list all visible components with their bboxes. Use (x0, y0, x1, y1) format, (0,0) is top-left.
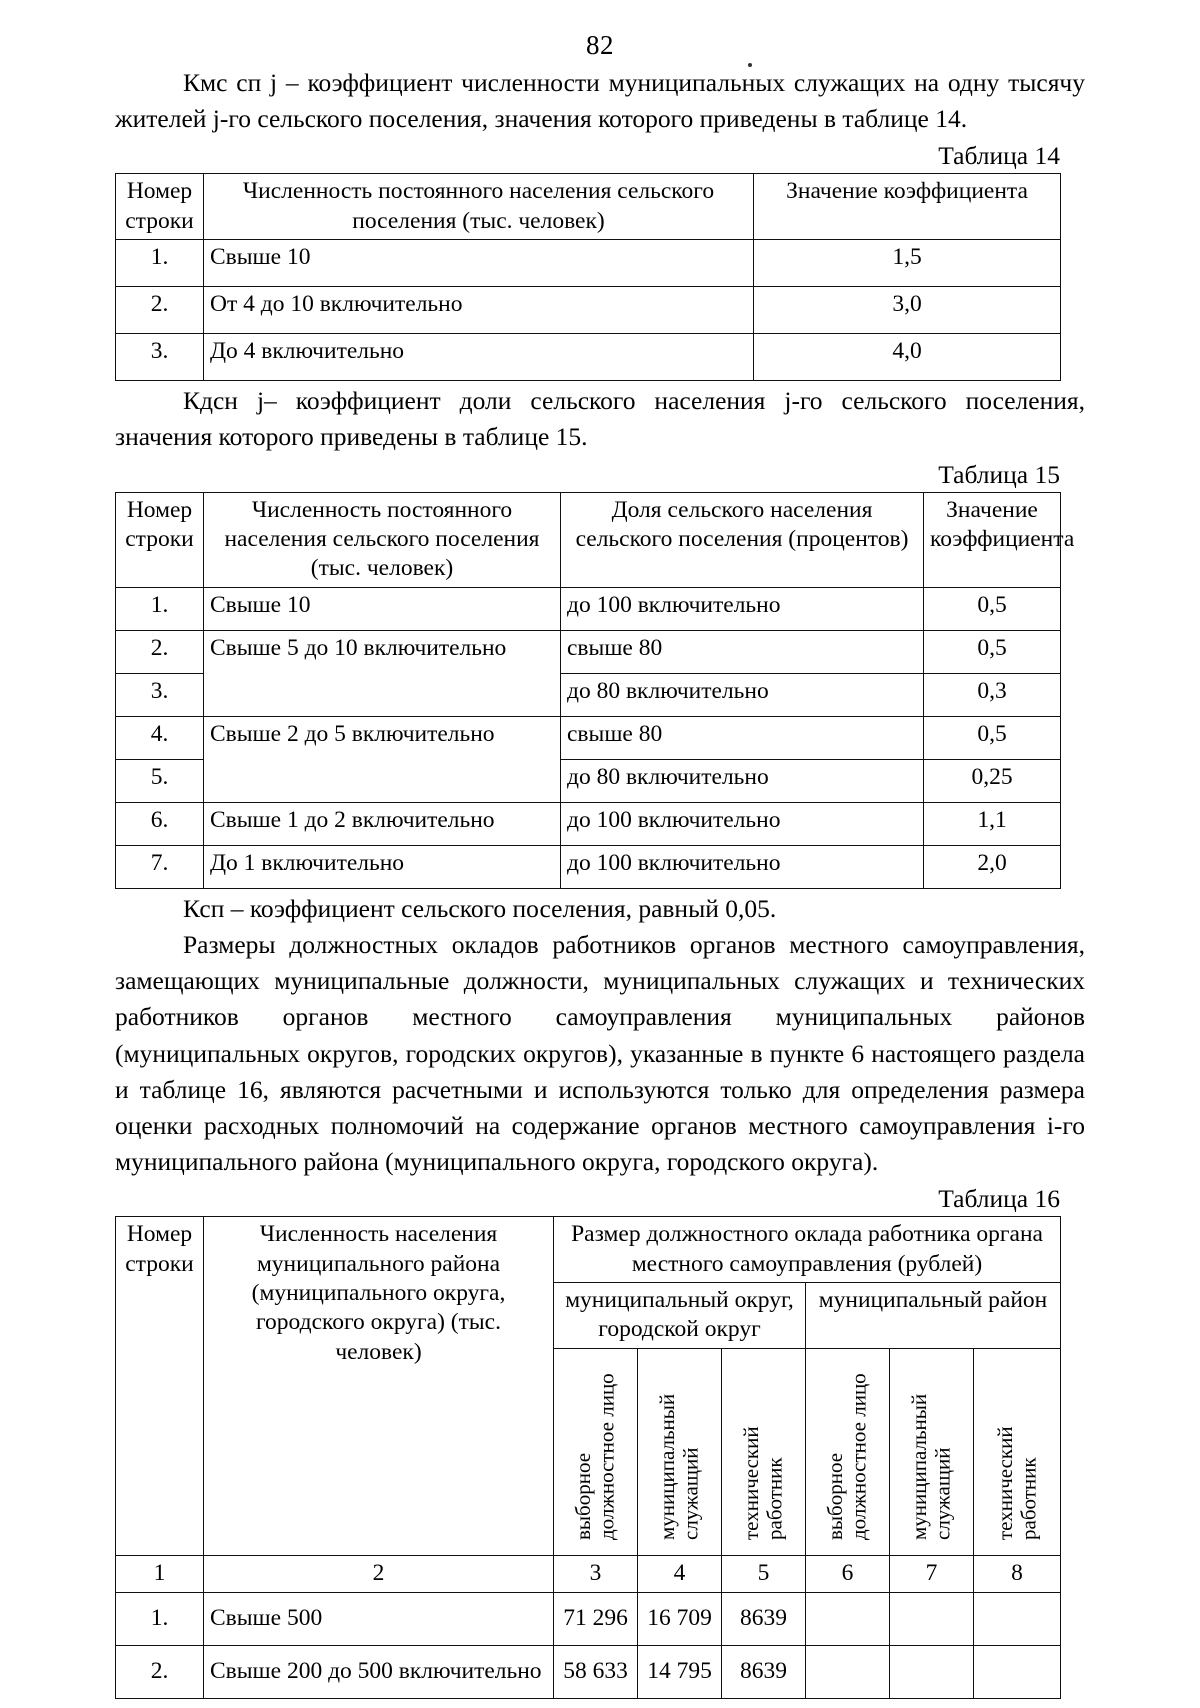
table15-row5-no: 5. (116, 759, 204, 802)
table15-header-population: Численность постоянного населения сельского поселения (тыс. человек) (204, 492, 561, 587)
table15-row6-population: Свыше 1 до 2 включительно (204, 802, 561, 845)
table14-row2-value: 3,0 (754, 287, 1061, 334)
table16-row1-c7 (890, 1592, 974, 1645)
table-16 (115, 1216, 1061, 1699)
table-row (116, 716, 1061, 759)
table15-row1-no: 1. (116, 587, 204, 630)
table15-row4-value: 0,5 (924, 716, 1061, 759)
table15-row4-no: 4. (116, 716, 204, 759)
table16-row1-c4: 16 709 (638, 1592, 722, 1645)
table16-colnum-2: 2 (204, 1555, 554, 1592)
table-row (116, 587, 1061, 630)
table15-row7-no: 7. (116, 845, 204, 888)
table16-row1-population: Свыше 500 (204, 1592, 554, 1645)
table16-header-salary-group: Размер должностного оклада работника органа местного самоуправления (рублей) (554, 1217, 1061, 1283)
salary-text: Размеры должностных окладов работников органов местного самоуправления, замещающих муниципальные должности, муниципальных служащих и технических работников органов местного самоуправления муниципальных районов (муниципальных округов, городских округов), указанные в пункте 6 настоящего раздела и таблице 16, являются расчетными и используются только для определения размера оценки расходных полномочий на содержание органов местного самоуправления i-го муниципального района (муниципального округа, городского округа). (115, 929, 1085, 1177)
table16-header-okrug-servant (638, 1348, 722, 1555)
table16-header-rayon-technical-label: технический работник (992, 1426, 1041, 1540)
table16-header-rayon-servant (890, 1348, 974, 1555)
table15-caption: Таблица 15 (938, 459, 1060, 489)
page-number: 82 (586, 30, 614, 60)
table15-row7-share: до 100 включительно (561, 845, 924, 888)
table-15 (115, 492, 1075, 889)
table15-row4-population: Свыше 2 до 5 включительно (204, 716, 561, 802)
table16-row1-c3: 71 296 (554, 1592, 638, 1645)
table14-row3-no: 3. (116, 334, 204, 381)
table-row (116, 1592, 1061, 1645)
table-row (116, 802, 1061, 845)
intro-paragraph-text: Кмс сп j – коэффициент численности муниципальных служащих на одну тысячу жителей j-го сельского поселения, значения которого приведены в таблице 14. (115, 68, 1085, 134)
table15-row3-share: до 80 включительно (561, 673, 924, 716)
table15-header-share: Доля сельского населения сельского поселения (процентов) (561, 492, 924, 587)
table16-colnum-4: 4 (638, 1555, 722, 1592)
table15-row1-population: Свыше 10 (204, 587, 561, 630)
document-page (0, 30, 1200, 1708)
table16-row2-no: 2. (116, 1645, 204, 1698)
table16-header-okrug-technical (722, 1348, 806, 1555)
scan-speck (748, 63, 752, 67)
table16-caption: Таблица 16 (938, 1184, 1060, 1214)
table16-row2-c3: 58 633 (554, 1645, 638, 1698)
table16-header-group-rayon: муниципальный район (806, 1283, 1061, 1349)
mid-paragraph-1 (115, 383, 1085, 455)
table16-header-rayon-servant-label: муниципальный служащий (906, 1393, 955, 1540)
table15-row3-value: 0,3 (924, 673, 1061, 716)
table14-header-population: Численность постоянного населения сельского поселения (тыс. человек) (204, 174, 754, 240)
table-row (116, 334, 1061, 381)
table16-row2-population: Свыше 200 до 500 включительно (204, 1645, 554, 1698)
table16-header-row-number: Номер строки (116, 1217, 204, 1556)
table16-row2-c4: 14 795 (638, 1645, 722, 1698)
table16-row1-no: 1. (116, 1592, 204, 1645)
table16-header-group-okrug: муниципальный округ, городской округ (554, 1283, 806, 1349)
table15-row2-population: Свыше 5 до 10 включительно (204, 630, 561, 716)
table14-row3-value: 4,0 (754, 334, 1061, 381)
table16-header-population: Численность населения муниципального района (муниципального округа, городского округа) (тыс. человек) (204, 1217, 554, 1556)
table14-header-row-number: Номер строки (116, 174, 204, 240)
table16-header-rayon-technical (974, 1348, 1061, 1555)
table15-header-row (116, 492, 1061, 587)
mid-paragraph-2-block (115, 891, 1085, 1181)
table14-row2-population: От 4 до 10 включительно (204, 287, 754, 334)
table16-header-okrug-servant-label: муниципальный служащий (654, 1393, 703, 1540)
table15-header-value: Значение коэффициента (924, 492, 1061, 587)
table14-row1-value: 1,5 (754, 240, 1061, 287)
table15-row6-no: 6. (116, 802, 204, 845)
table16-colnum-3: 3 (554, 1555, 638, 1592)
table-14 (115, 173, 1061, 381)
intro-paragraph (115, 65, 1085, 137)
ksp-text: Ксп – коэффициент сельского поселения, равный 0,05. (183, 893, 777, 923)
table16-row1-c6 (806, 1592, 890, 1645)
table15-row7-value: 2,0 (924, 845, 1061, 888)
table15-row1-value: 0,5 (924, 587, 1061, 630)
table16-colnum-1: 1 (116, 1555, 204, 1592)
table15-row3-no: 3. (116, 673, 204, 716)
table16-colnum-7: 7 (890, 1555, 974, 1592)
table-row (116, 287, 1061, 334)
table15-row6-share: до 100 включительно (561, 802, 924, 845)
ksp-paragraph (115, 891, 1085, 927)
table-row (116, 1645, 1061, 1698)
table16-row2-c6 (806, 1645, 890, 1698)
table15-row2-value: 0,5 (924, 630, 1061, 673)
mid-paragraph-1-block (115, 383, 1085, 455)
intro-paragraph-block (115, 65, 1085, 137)
table16-header-row-1 (116, 1217, 1061, 1283)
table16-header-rayon-elected-label: выборное должностное лицо (822, 1373, 871, 1540)
table15-row5-value: 0,25 (924, 759, 1061, 802)
table14-row1-no: 1. (116, 240, 204, 287)
table16-row1-c8 (974, 1592, 1061, 1645)
table14-caption: Таблица 14 (938, 141, 1060, 171)
table16-header-okrug-technical-label: технический работник (738, 1426, 787, 1540)
table14-header-value: Значение коэффициента (754, 174, 1061, 240)
table16-header-okrug-elected-label: выборное должностное лицо (570, 1373, 619, 1540)
table16-row2-c8 (974, 1645, 1061, 1698)
table14-row3-population: До 4 включительно (204, 334, 754, 381)
table14-header-row (116, 174, 1061, 240)
table15-row1-share: до 100 включительно (561, 587, 924, 630)
salary-paragraph (115, 927, 1085, 1180)
table16-header-rayon-elected (806, 1348, 890, 1555)
table15-row2-no: 2. (116, 630, 204, 673)
table15-header-row-number: Номер строки (116, 492, 204, 587)
table16-row1-c5: 8639 (722, 1592, 806, 1645)
table16-row2-c7 (890, 1645, 974, 1698)
table14-row2-no: 2. (116, 287, 204, 334)
table15-row5-share: до 80 включительно (561, 759, 924, 802)
table16-row2-c5: 8639 (722, 1645, 806, 1698)
table15-row7-population: До 1 включительно (204, 845, 561, 888)
table15-row6-value: 1,1 (924, 802, 1061, 845)
table-row (116, 845, 1061, 888)
table16-column-number-row (116, 1555, 1061, 1592)
table16-colnum-8: 8 (974, 1555, 1061, 1592)
table16-header-okrug-elected (554, 1348, 638, 1555)
table-row (116, 240, 1061, 287)
table16-colnum-5: 5 (722, 1555, 806, 1592)
table14-row1-population: Свыше 10 (204, 240, 754, 287)
table16-colnum-6: 6 (806, 1555, 890, 1592)
table15-row2-share: свыше 80 (561, 630, 924, 673)
table-row (116, 630, 1061, 673)
table15-row4-share: свыше 80 (561, 716, 924, 759)
mid-paragraph-1-text: Кдсн j– коэффициент доли сельского населения j-го сельского поселения, значения которого приведены в таблице 15. (115, 386, 1085, 452)
